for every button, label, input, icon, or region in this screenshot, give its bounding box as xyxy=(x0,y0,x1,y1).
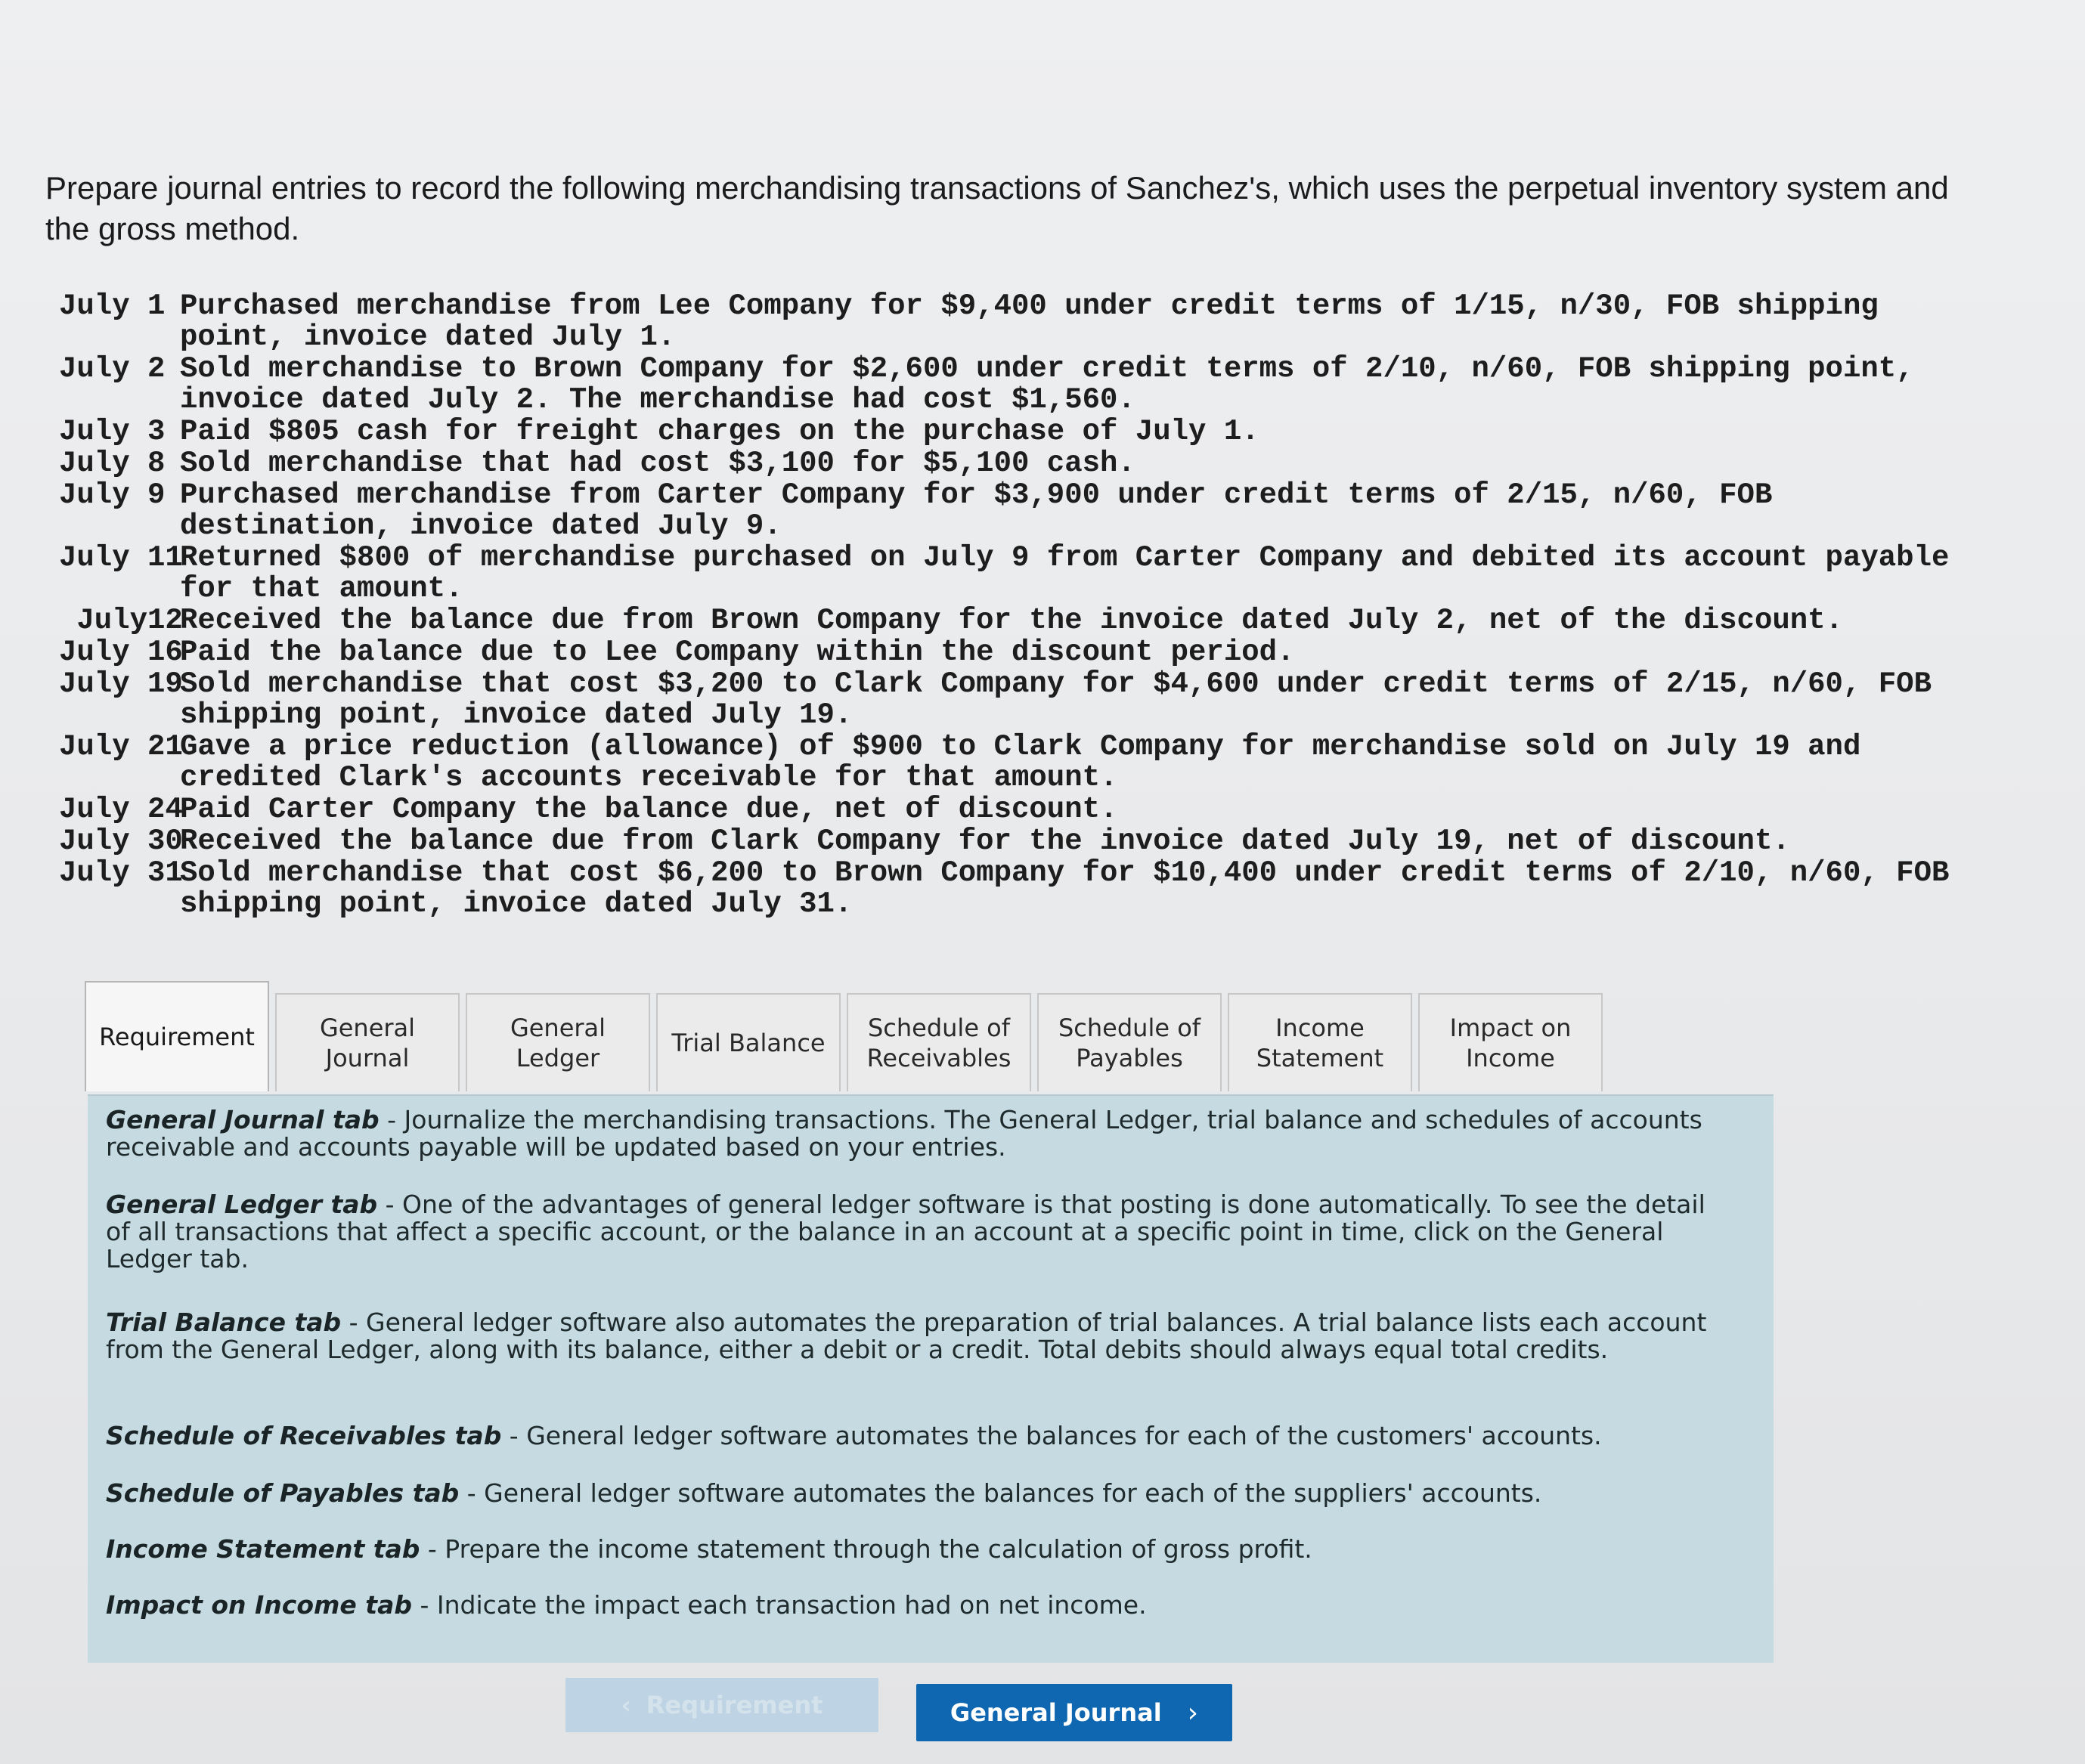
previous-button-label: Requirement xyxy=(646,1691,823,1719)
transaction-row xyxy=(59,637,2025,668)
transaction-date: July 8 xyxy=(59,447,183,480)
transaction-text: Paid Carter Company the balance due, net of discount. xyxy=(180,793,1118,826)
tab-label-line2: Receivables xyxy=(866,1044,1012,1072)
info-schedule-of-receivables xyxy=(106,1422,1731,1450)
tab-label xyxy=(320,1013,415,1073)
info-title: General Journal tab xyxy=(106,1105,380,1134)
tab-requirement[interactable] xyxy=(85,981,269,1091)
tab-label xyxy=(1256,1013,1383,1073)
tab-label-line1: Schedule of xyxy=(1058,1014,1201,1042)
transaction-row xyxy=(59,291,2025,353)
next-button-label: General Journal xyxy=(950,1698,1162,1727)
tab-label-line1: General xyxy=(319,1014,416,1042)
transaction-text: Paid $805 cash for freight charges on the purchase of July 1. xyxy=(180,415,1259,448)
question-prompt: Prepare journal entries to record the following merchandising transactions of Sanchez's, which uses the perpetual inventory system and the gross method. xyxy=(45,170,1949,246)
transaction-date: July 21 xyxy=(59,730,183,763)
transaction-date: July 19 xyxy=(59,667,183,701)
transaction-row xyxy=(59,826,2025,857)
tab-general-journal[interactable] xyxy=(275,993,460,1091)
transaction-text: Sold merchandise that had cost $3,100 for $5,100 cash. xyxy=(180,447,1135,480)
transaction-date: July 16 xyxy=(59,636,183,669)
tab-label xyxy=(510,1013,606,1073)
tab-label-line2: Journal xyxy=(325,1044,410,1072)
tab-label: Requirement xyxy=(99,1023,255,1051)
info-title: Schedule of Payables tab xyxy=(106,1478,460,1508)
transaction-text: Sold merchandise that cost $3,200 to Clark Company for $4,600 under credit terms of 2/15, n/60, FOB shipping point, invoice dated July 19. xyxy=(180,667,1932,732)
transaction-text: Received the balance due from Brown Company for the invoice dated July 2, net of the discount. xyxy=(180,604,1843,637)
transaction-date: July 2 xyxy=(59,352,183,385)
info-schedule-of-payables xyxy=(106,1480,1731,1507)
transaction-date: July 11 xyxy=(59,541,183,574)
info-title: Impact on Income tab xyxy=(106,1590,412,1620)
tab-general-ledger[interactable] xyxy=(466,993,650,1091)
tab-label-line2: Ledger xyxy=(516,1044,600,1072)
transaction-row xyxy=(59,354,2025,416)
info-text: - General ledger software automates the balances for each of the suppliers' accounts. xyxy=(459,1478,1542,1508)
tab-label-line1: Income xyxy=(1275,1014,1365,1042)
transaction-row xyxy=(59,543,2025,605)
transaction-row xyxy=(59,858,2025,920)
info-text: - General ledger software also automates the preparation of trial balances. A trial balance lists each account from the General Ledger, along with its balance, either a debit or a credit. Total debits should always equal total credits. xyxy=(106,1308,1707,1364)
info-title: Schedule of Receivables tab xyxy=(106,1421,502,1450)
info-title: Income Statement tab xyxy=(106,1534,420,1564)
tab-income-statement[interactable] xyxy=(1228,993,1412,1091)
transaction-row xyxy=(59,448,2025,479)
transaction-list xyxy=(59,291,2025,921)
transaction-text: Gave a price reduction (allowance) of $900 to Clark Company for merchandise sold on July 19 and credited Clark's accounts receivable for that amount. xyxy=(180,730,1861,794)
transaction-text: Sold merchandise that cost $6,200 to Brown Company for $10,400 under credit terms of 2/10, n/60, FOB shipping point, invoice dated July 31. xyxy=(180,856,1950,921)
transaction-date: July 30 xyxy=(59,825,183,858)
transaction-text: Returned $800 of merchandise purchased on July 9 from Carter Company and debited its account payable for that amount. xyxy=(180,541,1950,605)
transaction-text: Purchased merchandise from Carter Company for $3,900 under credit terms of 2/15, n/60, FOB destination, invoice dated July 9. xyxy=(180,478,1773,543)
next-button[interactable] xyxy=(916,1684,1232,1741)
tab-impact-on-income[interactable] xyxy=(1418,993,1603,1091)
tab-label-line1: Schedule of xyxy=(867,1014,1011,1042)
transaction-row xyxy=(59,480,2025,542)
tab-label-line2: Payables xyxy=(1076,1044,1183,1072)
previous-button[interactable] xyxy=(565,1678,878,1732)
tab-label-line2: Income xyxy=(1466,1044,1555,1072)
transaction-row xyxy=(59,669,2025,731)
info-general-ledger xyxy=(106,1191,1731,1273)
chevron-left-icon: ‹ xyxy=(621,1691,631,1719)
info-text: - One of the advantages of general ledger software is that posting is done automatically. To see the detail of all transactions that affect a specific account, or the balance in an account at a specific point in time, click on the General Ledger tab. xyxy=(106,1190,1705,1273)
info-text: - Indicate the impact each transaction had on net income. xyxy=(411,1590,1147,1620)
tab-bar xyxy=(85,981,1609,1094)
transaction-text: Received the balance due from Clark Company for the invoice dated July 19, net of discount. xyxy=(180,825,1790,858)
tab-label: Trial Balance xyxy=(671,1029,826,1057)
transaction-text: Paid the balance due to Lee Company within the discount period. xyxy=(180,636,1295,669)
info-income-statement xyxy=(106,1536,1731,1563)
info-text: - Prepare the income statement through the calculation of gross profit. xyxy=(420,1534,1312,1564)
tab-label xyxy=(867,1013,1012,1073)
info-general-journal xyxy=(106,1106,1731,1161)
transaction-date: July 3 xyxy=(59,415,183,448)
info-text: - Journalize the merchandising transactions. The General Ledger, trial balance and schedules of accounts receivable and accounts payable will be updated based on your entries. xyxy=(106,1105,1702,1162)
info-title: General Ledger tab xyxy=(106,1190,378,1219)
chevron-right-icon: › xyxy=(1187,1697,1199,1728)
tab-label xyxy=(1450,1013,1572,1073)
tab-label-line1: General xyxy=(510,1014,606,1042)
info-trial-balance xyxy=(106,1309,1731,1363)
tab-label-line1: Impact on xyxy=(1449,1014,1572,1042)
info-text: - General ledger software automates the balances for each of the customers' accounts. xyxy=(501,1421,1602,1450)
requirement-info-panel xyxy=(88,1094,1774,1663)
tab-label xyxy=(1058,1013,1201,1073)
info-impact-on-income xyxy=(106,1592,1731,1619)
tab-label-line2: Statement xyxy=(1256,1044,1384,1072)
transaction-date: July 9 xyxy=(59,478,183,512)
transaction-row xyxy=(59,605,2025,636)
transaction-date: July 24 xyxy=(59,793,183,826)
tab-schedule-of-receivables[interactable] xyxy=(847,993,1031,1091)
transaction-row xyxy=(59,416,2025,447)
transaction-text: Sold merchandise to Brown Company for $2,600 under credit terms of 2/10, n/60, FOB shipping point, invoice dated July 2. The merchandise had cost $1,560. xyxy=(180,352,1914,416)
transaction-text: Purchased merchandise from Lee Company for $9,400 under credit terms of 1/15, n/30, FOB shipping point, invoice dated July 1. xyxy=(180,289,1879,354)
tab-trial-balance[interactable] xyxy=(656,993,841,1091)
transaction-row xyxy=(59,794,2025,825)
transaction-date: July12 xyxy=(59,604,183,637)
info-title: Trial Balance tab xyxy=(106,1308,342,1337)
transaction-date: July 31 xyxy=(59,856,183,890)
transaction-row xyxy=(59,732,2025,794)
transaction-date: July 1 xyxy=(59,289,183,323)
tab-schedule-of-payables[interactable] xyxy=(1037,993,1222,1091)
